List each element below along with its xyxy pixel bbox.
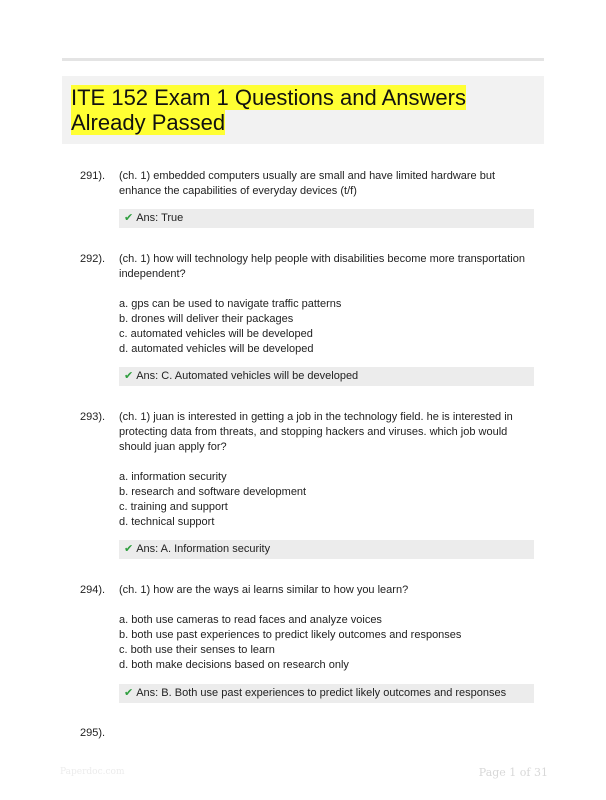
options-list	[119, 470, 539, 530]
question-text: (ch. 1) embedded computers usually are small and have limited hardware but enhance the capabilities of everyday devices (t/f)	[119, 170, 496, 197]
page-title: ITE 152 Exam 1 Questions and Answers Already Passed	[71, 85, 466, 135]
answer-text: Ans: True	[136, 212, 184, 224]
checkmark-icon: ✔	[124, 212, 134, 224]
question-number: 291).	[80, 170, 106, 182]
answer-text: Ans: A. Information security	[136, 543, 271, 555]
question-text: (ch. 1) juan is interested in getting a job in the technology field. he is interested in protecting data from threats, and stopping hackers and viruses. which job would should juan apply for?	[119, 411, 513, 453]
question-text: (ch. 1) how will technology help people with disabilities become more transportation independent?	[119, 253, 525, 280]
option-c: c. training and support	[119, 501, 228, 513]
option-c: c. automated vehicles will be developed	[119, 328, 313, 340]
options-list	[119, 297, 539, 357]
answer-box	[119, 209, 534, 228]
options-list	[119, 613, 539, 673]
title-banner	[62, 76, 544, 144]
answer-text: Ans: B. Both use past experiences to predict likely outcomes and responses	[136, 687, 507, 699]
checkmark-icon: ✔	[124, 687, 134, 699]
option-a: a. gps can be used to navigate traffic patterns	[119, 298, 342, 310]
answer-text: Ans: C. Automated vehicles will be developed	[136, 370, 359, 382]
footer-watermark: Paperdoc.com	[60, 767, 125, 777]
option-d: d. technical support	[119, 516, 215, 528]
option-a: a. information security	[119, 471, 227, 483]
page-number: Page 1 of 31	[478, 766, 548, 779]
option-d: d. both make decisions based on research only	[119, 659, 349, 671]
question-number: 295).	[80, 727, 106, 739]
answer-box	[119, 540, 534, 559]
option-b: b. both use past experiences to predict likely outcomes and responses	[119, 629, 462, 641]
option-a: a. both use cameras to read faces and analyze voices	[119, 614, 382, 626]
top-divider	[62, 58, 544, 61]
question-number: 294).	[80, 584, 106, 596]
question-number: 292).	[80, 253, 106, 265]
option-b: b. drones will deliver their packages	[119, 313, 294, 325]
question-text: (ch. 1) how are the ways ai learns similar to how you learn?	[119, 584, 409, 596]
option-d: d. automated vehicles will be developed	[119, 343, 314, 355]
checkmark-icon: ✔	[124, 370, 134, 382]
answer-box	[119, 684, 534, 703]
option-c: c. both use their senses to learn	[119, 644, 275, 656]
checkmark-icon: ✔	[124, 543, 134, 555]
question-number: 293).	[80, 411, 106, 423]
option-b: b. research and software development	[119, 486, 307, 498]
answer-box	[119, 367, 534, 386]
